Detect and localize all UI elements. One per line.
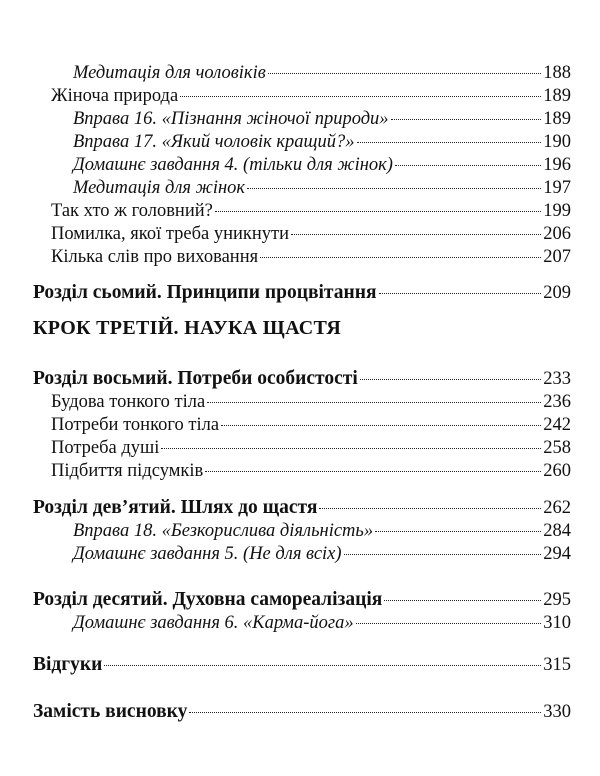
toc-page-number: 236 (543, 392, 571, 412)
toc-page-number: 295 (543, 590, 571, 610)
leader-dots (344, 554, 542, 555)
leader-dots (375, 531, 541, 532)
toc-chapter-title: Розділ восьмий. Потреби особистості (33, 368, 358, 389)
leader-dots (319, 508, 541, 509)
toc-entry (73, 62, 571, 84)
toc-entry-title: Будова тонкого тіла (51, 392, 206, 412)
toc-entry-title: Медитація для чоловіків (73, 63, 266, 83)
toc-entry (73, 612, 571, 634)
toc-page-number: 242 (543, 415, 571, 435)
toc-page-number: 284 (543, 521, 571, 541)
toc-chapter (33, 654, 571, 676)
toc-entry-title: Жіноча природа (51, 86, 179, 106)
toc-entry (73, 108, 571, 130)
toc-page-number: 190 (543, 132, 571, 152)
toc-page-number: 310 (543, 613, 571, 633)
toc-entry-title: Домашнє завдання 6. «Карма-йога» (73, 613, 354, 633)
toc-entry (73, 154, 571, 176)
toc-entry (73, 520, 571, 542)
toc-chapter (33, 701, 571, 723)
toc-entry (51, 200, 571, 222)
toc-entry (51, 223, 571, 245)
leader-dots (356, 623, 542, 624)
toc-chapter-title: Розділ сьомий. Принципи процвітання (33, 282, 377, 303)
toc-page-number: 196 (543, 155, 571, 175)
toc-page-number: 199 (543, 201, 571, 221)
leader-dots (391, 119, 542, 120)
toc-entry-title: Потреби тонкого тіла (51, 415, 220, 435)
leader-dots (207, 402, 541, 403)
toc-page-number: 197 (543, 178, 571, 198)
toc-entry-title: Так хто ж головний? (51, 201, 213, 221)
leader-dots (221, 425, 541, 426)
toc-chapter (33, 368, 571, 390)
toc-page-number: 189 (543, 86, 571, 106)
leader-dots (357, 142, 542, 143)
toc-entry-title: Потреба душі (51, 438, 160, 458)
leader-dots (260, 257, 541, 258)
toc-page-number: 209 (543, 283, 571, 303)
toc-chapter-title: Відгуки (33, 654, 103, 675)
leader-dots (268, 73, 541, 74)
leader-dots (360, 379, 542, 380)
toc-chapter (33, 282, 571, 304)
part-title: КРОК ТРЕТІЙ. НАУКА ЩАСТЯ (33, 317, 342, 339)
toc-chapter-title: Розділ десятий. Духовна самореалізація (33, 589, 383, 610)
toc-entry (51, 391, 571, 413)
toc-page-number: 330 (543, 702, 571, 722)
leader-dots (189, 712, 541, 713)
leader-dots (247, 188, 541, 189)
toc-entry-title: Вправа 18. «Безкорислива діяльність» (73, 521, 374, 541)
toc-page-number: 258 (543, 438, 571, 458)
toc-page-number: 262 (543, 498, 571, 518)
toc-chapter (33, 497, 571, 519)
toc-page-number: 233 (543, 369, 571, 389)
toc-page-number: 189 (543, 109, 571, 129)
toc-entry-title: Домашнє завдання 5. (Не для всіх) (73, 544, 342, 564)
toc-page-number: 260 (543, 461, 571, 481)
leader-dots (379, 293, 542, 294)
toc-entry-title: Вправа 17. «Який чоловік кращий?» (73, 132, 355, 152)
leader-dots (161, 448, 541, 449)
leader-dots (180, 96, 541, 97)
toc-entry (51, 246, 571, 268)
toc-entry (51, 460, 571, 482)
leader-dots (291, 234, 541, 235)
leader-dots (104, 665, 541, 666)
toc-entry (51, 414, 571, 436)
toc-entry-title: Помилка, якої треба уникнути (51, 224, 290, 244)
toc-chapter (33, 589, 571, 611)
toc-entry (73, 177, 571, 199)
toc-page-number: 207 (543, 247, 571, 267)
toc-entry (73, 131, 571, 153)
toc-entry (51, 85, 571, 107)
toc-entry-title: Домашнє завдання 4. (тільки для жінок) (73, 155, 393, 175)
toc-entry (51, 437, 571, 459)
toc-entry (73, 543, 571, 565)
toc-entry-title: Кілька слів про виховання (51, 247, 259, 267)
leader-dots (205, 471, 541, 472)
toc-chapter-title: Розділ дев’ятий. Шлях до щастя (33, 497, 318, 518)
toc-entry-title: Медитація для жінок (73, 178, 246, 198)
leader-dots (395, 165, 541, 166)
toc-page-number: 294 (543, 544, 571, 564)
toc-chapter-title: Замість висновку (33, 701, 188, 722)
leader-dots (384, 600, 541, 601)
toc-entry-title: Вправа 16. «Пізнання жіночої природи» (73, 109, 389, 129)
toc-page-number: 188 (543, 63, 571, 83)
toc-page-number: 315 (543, 655, 571, 675)
toc-entry-title: Підбиття підсумків (51, 461, 204, 481)
leader-dots (215, 211, 541, 212)
toc-page-number: 206 (543, 224, 571, 244)
